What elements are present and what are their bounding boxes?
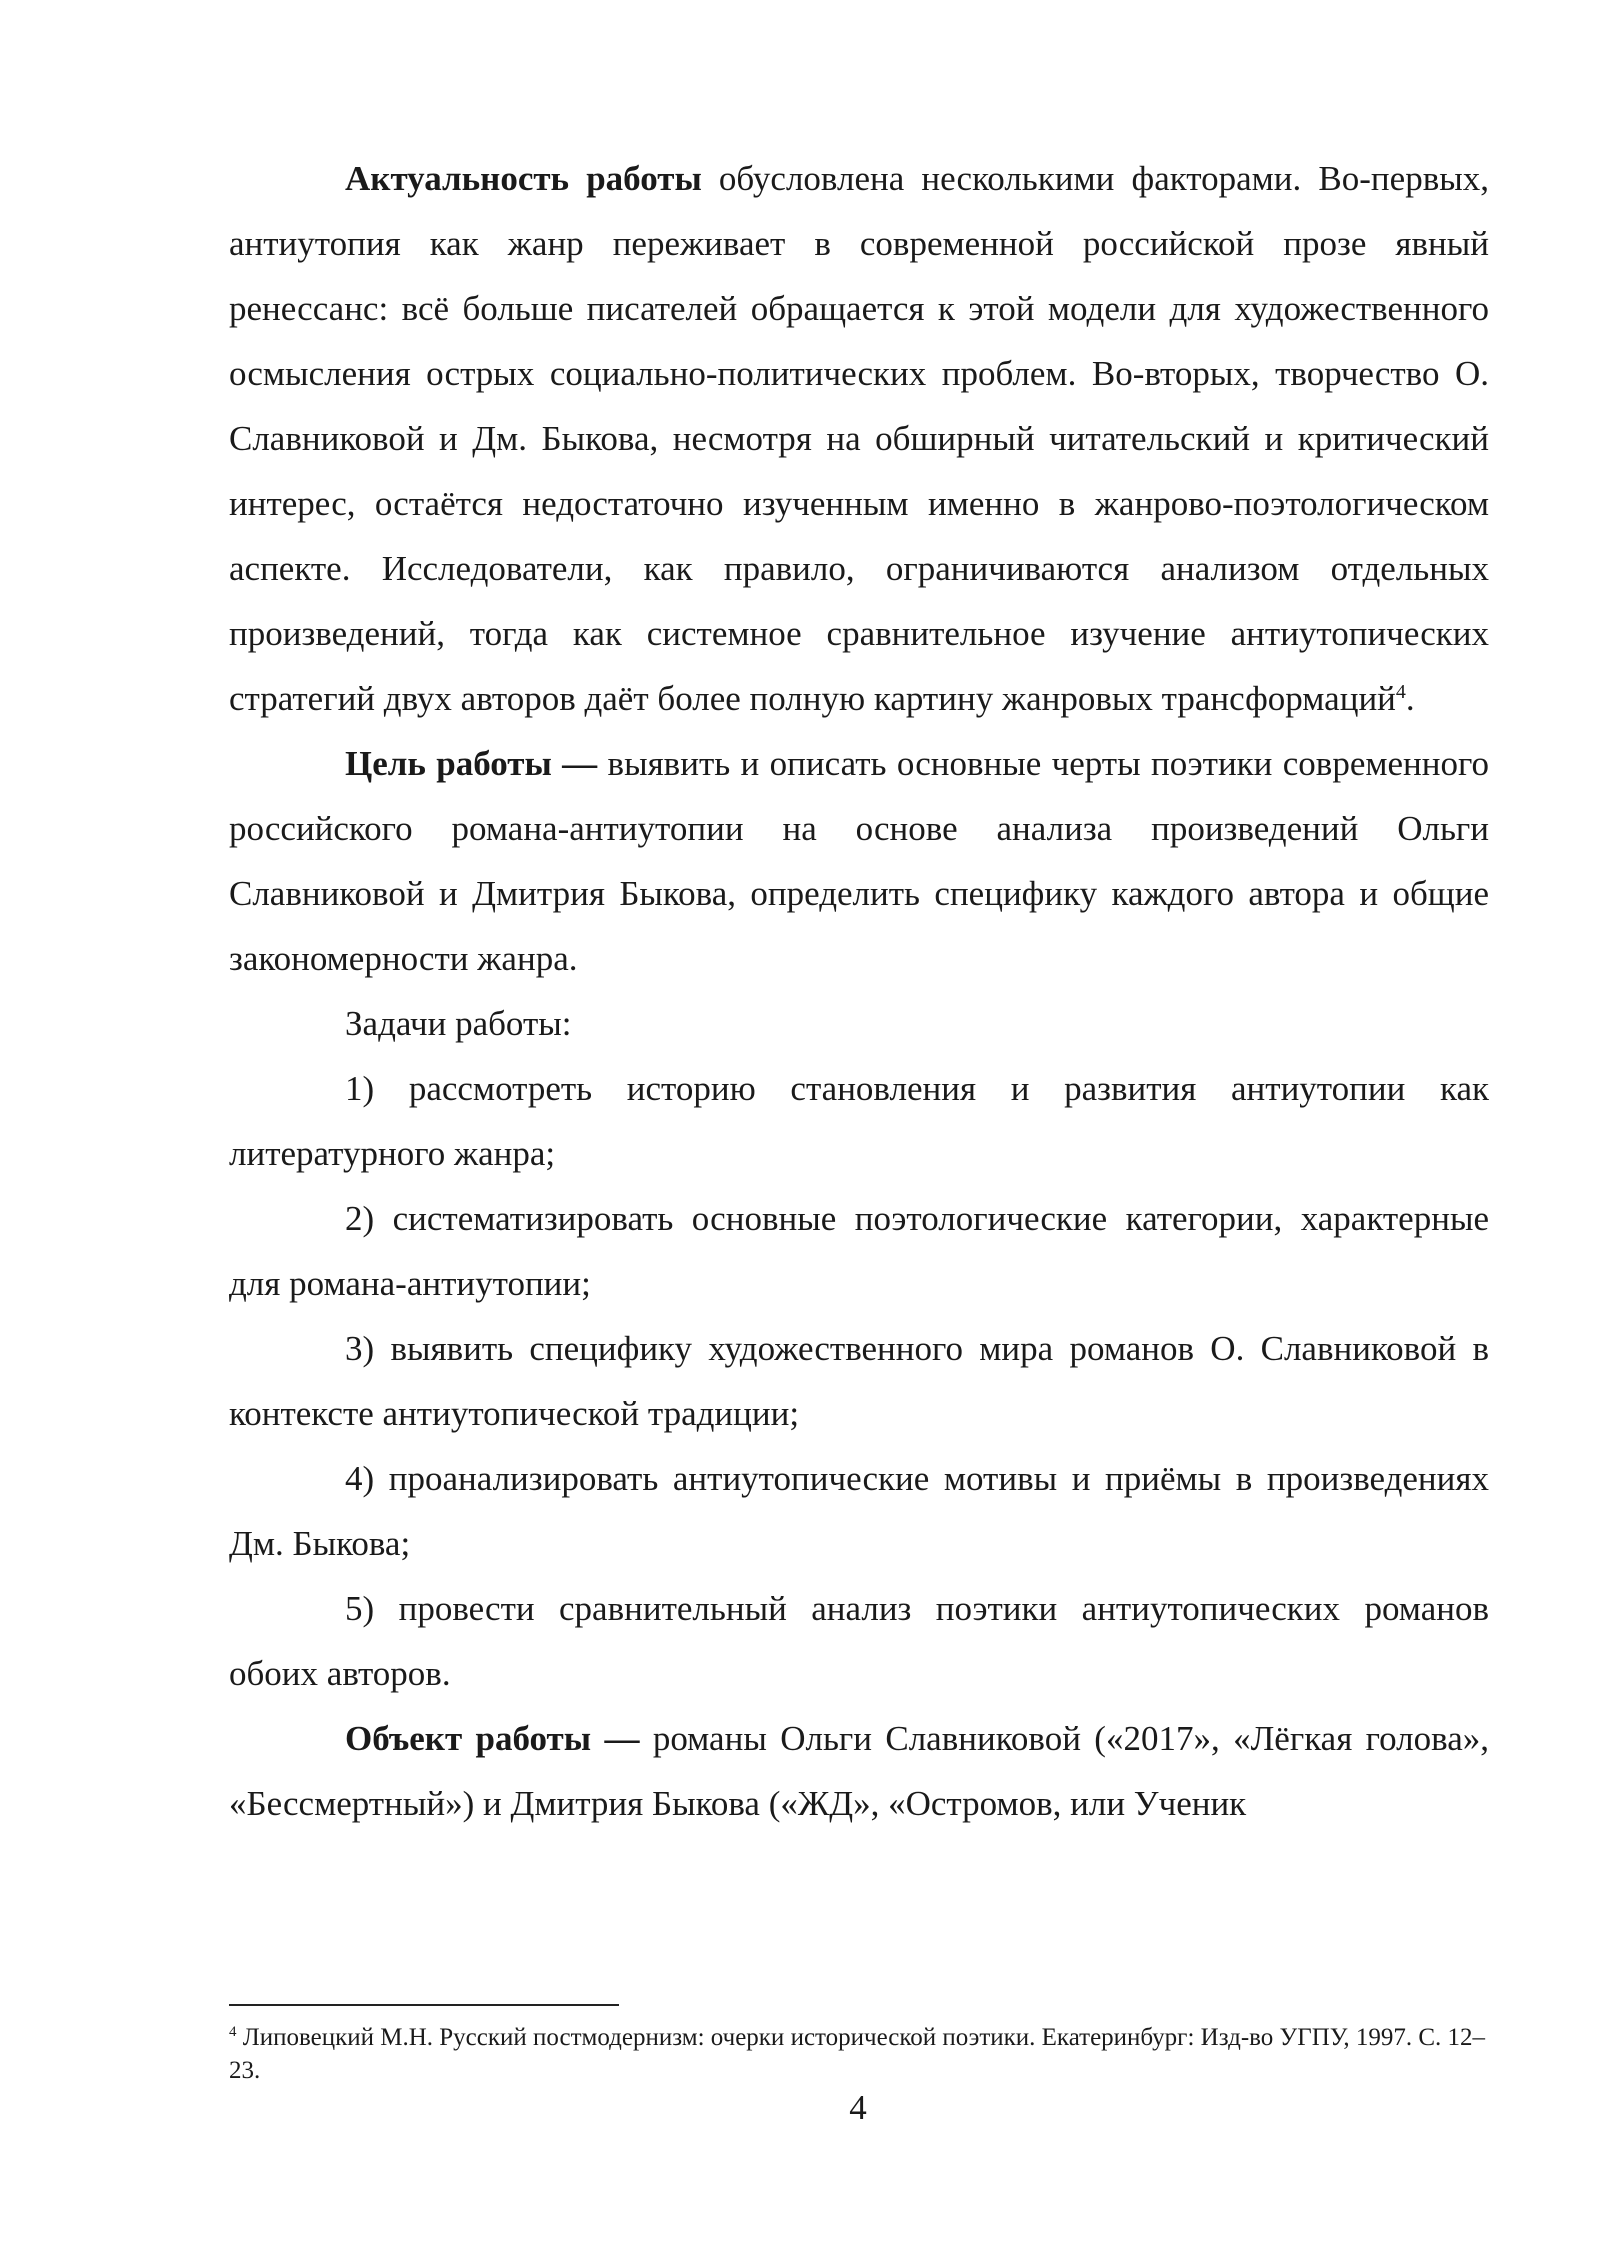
paragraph-text: 1) рассмотреть историю становления и развития антиутопии как литературного жанра; [229, 1069, 1489, 1173]
page-number: 4 [849, 2088, 867, 2127]
footnote [229, 2021, 1489, 2087]
paragraph-text: 4) проанализировать антиутопические мотивы и приёмы в произведениях Дм. Быкова; [229, 1459, 1489, 1563]
paragraph-lead: Актуальность работы [345, 159, 702, 198]
paragraph-text: Задачи работы: [345, 1004, 572, 1043]
list-item-task-3 [229, 1316, 1489, 1446]
list-item-task-4 [229, 1446, 1489, 1576]
paragraph-text: романы Ольги Славниковой («2017», «Лёгкая голова», «Бессмертный») и Дмитрия Быкова («ЖД», «Остромов, или Ученик [229, 1719, 1490, 1823]
list-item-task-5 [229, 1576, 1489, 1706]
footnote-mark: 4 [229, 2024, 237, 2040]
paragraph-text: 5) провести сравнительный анализ поэтики антиутопических романов обоих авторов. [229, 1589, 1489, 1693]
paragraph-tail: . [1405, 679, 1415, 718]
list-item-task-2 [229, 1186, 1489, 1316]
paragraph-text: выявить и описать основные черты поэтики современного российского романа-антиутопии на основе анализа произведений Ольги Славниковой и Дмитрия Быкова, определить специфику каждого автора и общие закономерности жанра. [229, 744, 1489, 978]
paragraph-text: 2) систематизировать основные поэтологические категории, характерные для романа-антиутопии; [229, 1199, 1489, 1303]
paragraph-lead: Цель работы — [345, 744, 598, 783]
footnote-text: Липовецкий М.Н. Русский постмодернизм: очерки исторической поэтики. Екатеринбург: Изд-во УГПУ, 1997. С. 12–23. [229, 2024, 1486, 2084]
footnote-separator [229, 2004, 619, 2006]
paragraph-tasks-heading [229, 991, 1489, 1056]
paragraph-goal [229, 731, 1489, 991]
footnote-reference[interactable]: 4 [1395, 681, 1406, 703]
paragraph-text: 3) выявить специфику художественного мира романов О. Славниковой в контексте антиутопической традиции; [229, 1329, 1489, 1433]
paragraph-text: обусловлена несколькими факторами. Во-первых, антиутопия как жанр переживает в современной российской прозе явный ренессанс: всё больше писателей обращается к этой модели для художественного осмысления острых социально-политических проблем. Во-вторых, творчество О. Славниковой и Дм. Быкова, несмотря на обширный читательский и критический интерес, остаётся недостаточно изученным именно в жанрово-поэтологическом аспекте. Исследователи, как правило, ограничиваются анализом отдельных произведений, тогда как системное сравнительное изучение антиутопических стратегий двух авторов даёт более полную картину жанровых трансформаций [229, 159, 1489, 718]
body-text [229, 146, 1489, 1836]
paragraph-relevance [229, 146, 1489, 731]
paragraph-lead: Объект работы — [345, 1719, 640, 1758]
paragraph-object [229, 1706, 1489, 1836]
list-item-task-1 [229, 1056, 1489, 1186]
